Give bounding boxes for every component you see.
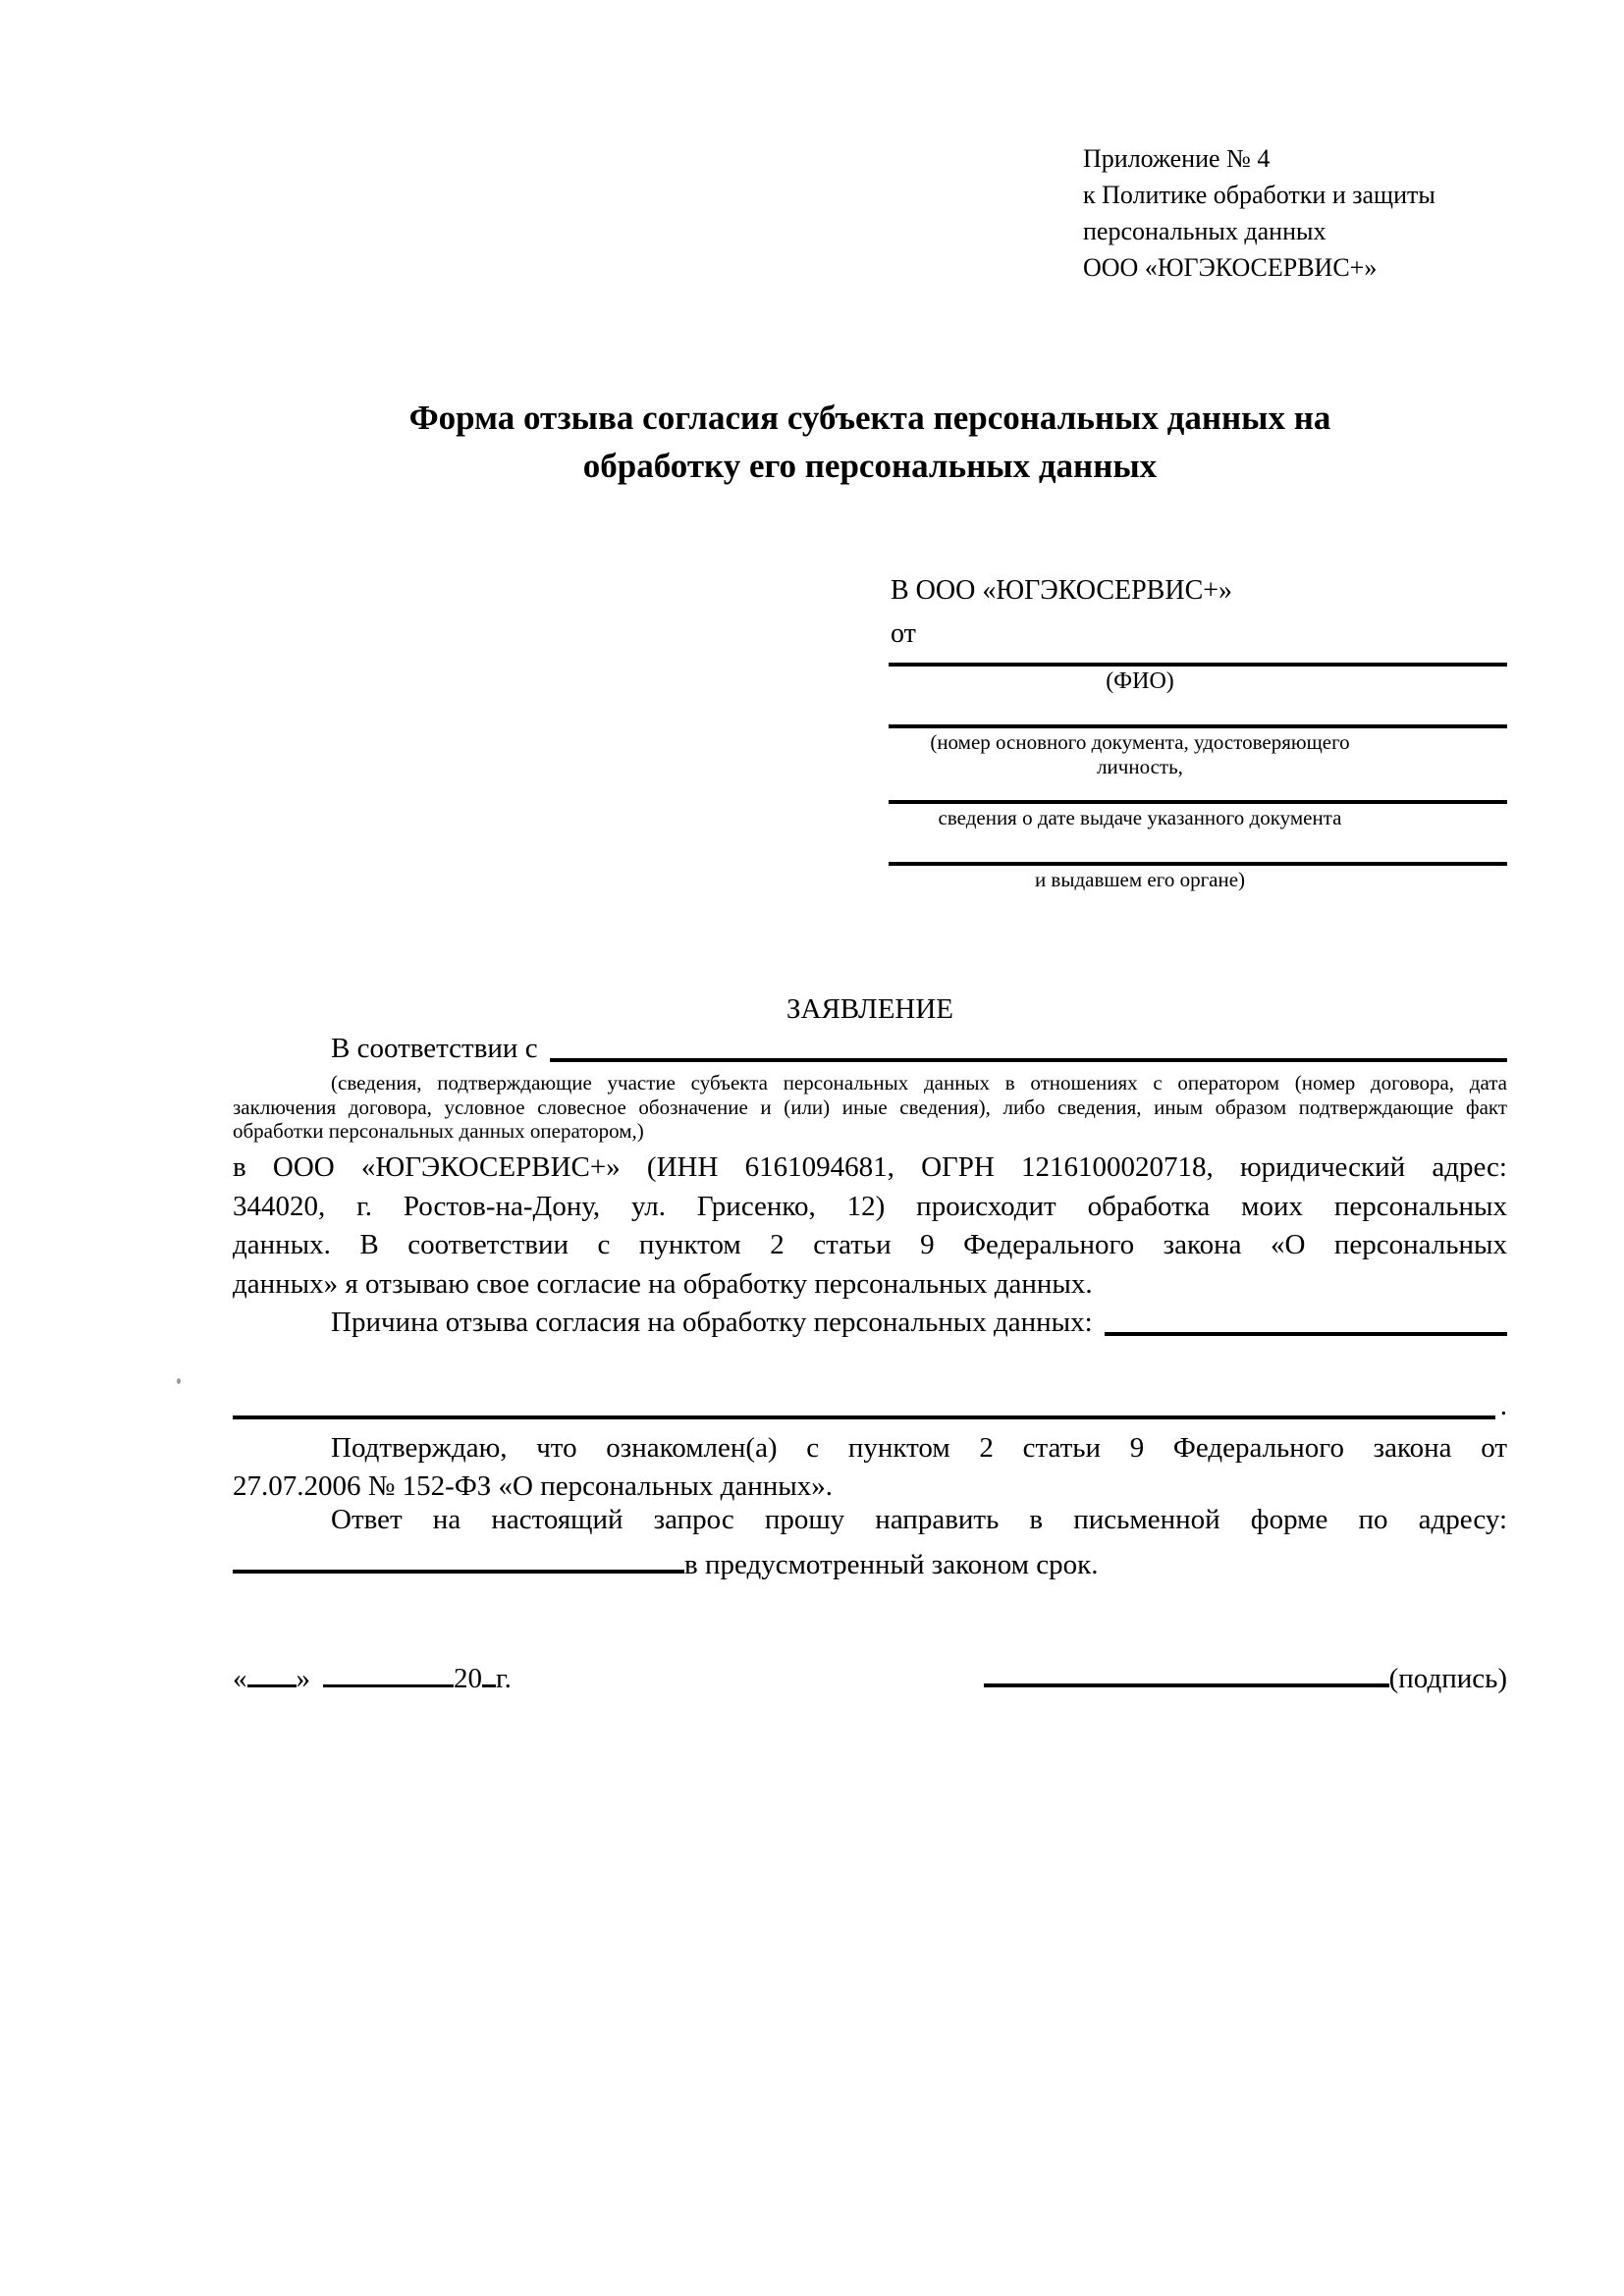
signature-caption: (подпись) <box>1388 1663 1507 1694</box>
date-field <box>233 1656 512 1695</box>
reason-blank-line <box>1105 1332 1507 1336</box>
confirmation-paragraph <box>233 1429 1507 1505</box>
text-line: 344020, г. Ростов-на-Дону, ул. Грисенко, 12) происходит обработка моих персональных <box>233 1190 1507 1222</box>
continuation-line <box>233 1386 1507 1425</box>
text-line: 27.07.2006 № 152-ФЗ «О персональных данных». <box>233 1469 833 1502</box>
reason-line <box>233 1303 1507 1342</box>
text-line: данных. В соответствии с пунктом 2 статьи 9 Федерального закона «О персональных <box>233 1229 1507 1260</box>
reply-address-blank-line <box>233 1541 684 1574</box>
document-title <box>233 394 1507 490</box>
month-blank-line <box>323 1656 454 1687</box>
text-line: персональных данных <box>1083 217 1326 245</box>
year-blank-line <box>482 1656 496 1687</box>
operator-paragraph <box>233 1148 1507 1304</box>
issue-date-caption: сведения о дате выдаче указанного документа <box>938 806 1342 829</box>
issuer-caption: и выдавшем его органе) <box>1034 868 1246 891</box>
text-line: Форма отзыва согласия субъекта персональных данных на <box>408 399 1331 437</box>
date-signature-row <box>233 1655 1507 1695</box>
text-line: к Политике обработки и защиты <box>1083 181 1435 209</box>
fine-print-note <box>233 1071 1507 1144</box>
reply-address-line <box>233 1541 1507 1584</box>
signature-blank-line <box>984 1655 1389 1687</box>
fio-caption: (ФИО) <box>1106 668 1174 694</box>
issue-date-blank-line <box>889 800 1507 804</box>
appendix-header <box>1083 140 1435 286</box>
quote-open: « <box>233 1663 247 1694</box>
doc-number-blank-line <box>889 724 1507 728</box>
text-line: заключения договора, условное словесное обозначение и (или) иные сведения), либо сведения, иным образом подтверждающие факт <box>233 1095 1507 1119</box>
day-blank-line <box>247 1656 297 1687</box>
reply-tail-text: в предусмотренный законом срок. <box>684 1549 1099 1580</box>
reason-label: Причина отзыва согласия на обработку персональных данных: <box>331 1307 1093 1338</box>
text-line: обработки персональных данных оператором,) <box>233 1119 644 1143</box>
continuation-blank-line <box>233 1415 1495 1419</box>
year-suffix: г. <box>496 1663 512 1694</box>
addressee-to: В ООО «ЮГЭКОСЕРВИС+» <box>891 575 1233 606</box>
signature-field <box>984 1655 1507 1695</box>
intro-blank-line <box>550 1058 1507 1062</box>
intro-line <box>233 1029 1507 1068</box>
text-line: Подтверждаю, что ознакомлен(а) с пунктом 2 статьи 9 Федерального закона от <box>331 1432 1507 1464</box>
text-line: обработку его персональных данных <box>582 447 1158 485</box>
text-line: ООО «ЮГЭКОСЕРВИС+» <box>1083 253 1378 282</box>
text-line: в ООО «ЮГЭКОСЕРВИС+» (ИНН 6161094681, ОГРН 1216100020718, юридический адрес: <box>233 1151 1507 1183</box>
text-line: (сведения, подтверждающие участие субъекта персональных данных в отношениях с оператором (номер договора, дата <box>331 1071 1507 1095</box>
quote-close: » <box>296 1663 310 1694</box>
addressee-block <box>889 575 1507 909</box>
text-line: Приложение № 4 <box>1083 144 1271 173</box>
reply-request-line: Ответ на настоящий запрос прошу направить в письменной форме по адресу: <box>331 1504 1507 1535</box>
statement-heading: ЗАЯВЛЕНИЕ <box>785 993 954 1025</box>
issuer-blank-line <box>889 862 1507 866</box>
text-line: данных» я отзываю свое согласие на обработку персональных данных. <box>233 1267 1093 1300</box>
year-prefix: 20 <box>454 1663 482 1694</box>
period-mark: . <box>1499 1390 1507 1421</box>
stray-dot-artifact <box>177 1378 181 1384</box>
doc-number-caption: (номер основного документа, удостоверяющего личность, <box>930 730 1350 778</box>
intro-text: В соответствии с <box>331 1033 538 1064</box>
fio-blank-line <box>889 663 1507 667</box>
addressee-from-label: от <box>891 618 916 649</box>
